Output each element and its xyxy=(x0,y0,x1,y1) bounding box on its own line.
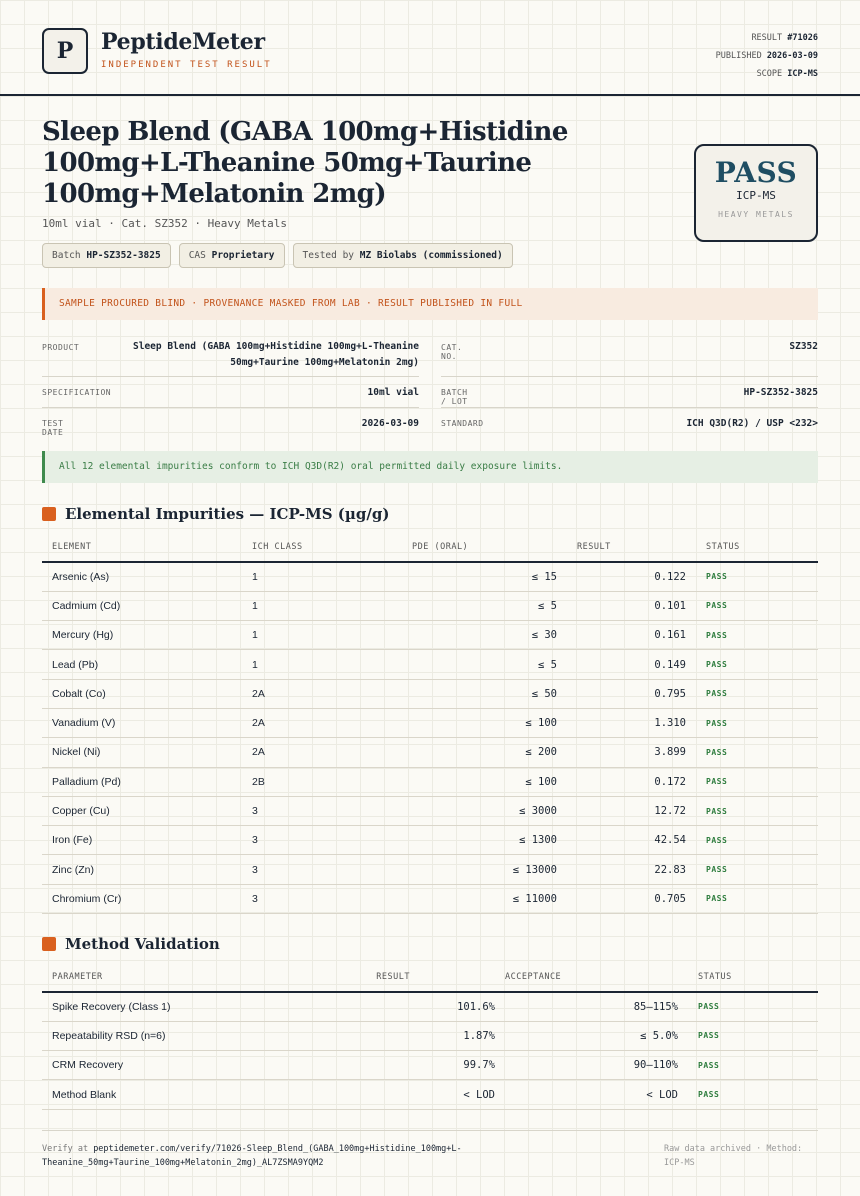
conformance-note: All 12 elemental impurities conform to ICH Q3D(R2) oral permitted daily exposure limits. xyxy=(42,451,818,483)
cat-no-value: SZ352 xyxy=(789,341,818,352)
archive-note: Raw data archived · Method: ICP-MS xyxy=(664,1144,803,1168)
col-ich-class: ICH CLASS xyxy=(242,533,402,562)
divider xyxy=(441,407,818,408)
result-number: #71026 xyxy=(787,33,818,43)
divider xyxy=(441,376,818,377)
status-badge: PASS xyxy=(696,884,818,913)
validation-section-title xyxy=(42,935,220,953)
cat-no-label: CAT. NO. xyxy=(441,343,463,361)
col-element: ELEMENT xyxy=(42,533,242,562)
standard-label: STANDARD xyxy=(441,419,484,428)
col-val-result: RESULT xyxy=(342,963,495,992)
status-badge: PASS xyxy=(688,1080,818,1109)
status-badge: PASS xyxy=(696,796,818,825)
report-header xyxy=(0,0,860,96)
scope-value: ICP-MS xyxy=(787,69,818,79)
impurities-title: Elemental Impurities — ICP-MS (µg/g) xyxy=(65,505,390,523)
table-row xyxy=(42,826,818,855)
tag-tested-by xyxy=(293,243,513,268)
tag-value: Proprietary xyxy=(211,250,275,261)
status-badge: PASS xyxy=(696,591,818,620)
col-result: RESULT xyxy=(567,533,696,562)
col-status: STATUS xyxy=(696,533,818,562)
table-row xyxy=(42,884,818,913)
blind-notice: SAMPLE PROCURED BLIND · PROVENANCE MASKED FROM LAB · RESULT PUBLISHED IN FULL xyxy=(42,288,818,320)
batch-value: HP-SZ352-3825 xyxy=(743,387,818,398)
result-value: 0.101 xyxy=(567,591,696,620)
impurities-table xyxy=(42,533,818,914)
stamp-scope: HEAVY METALS xyxy=(718,210,794,219)
report-meta xyxy=(716,29,818,83)
ich-class: 2B xyxy=(242,767,402,796)
pde-limit: ≤ 3000 xyxy=(402,796,567,825)
result-label: RESULT xyxy=(751,33,783,43)
element-name: Cobalt (Co) xyxy=(42,679,242,708)
table-row xyxy=(42,992,818,1021)
status-badge: PASS xyxy=(696,738,818,767)
stamp-verdict: PASS xyxy=(714,156,798,189)
section-marker-icon xyxy=(42,937,56,951)
tag-label: Batch xyxy=(52,250,81,261)
ich-class: 2A xyxy=(242,738,402,767)
table-header-row xyxy=(42,533,818,562)
status-badge: PASS xyxy=(696,679,818,708)
result-value: 12.72 xyxy=(567,796,696,825)
result-value: 3.899 xyxy=(567,738,696,767)
ich-class: 1 xyxy=(242,621,402,650)
ich-class: 3 xyxy=(242,884,402,913)
acceptance-criteria: < LOD xyxy=(495,1080,688,1109)
parameter-name: Repeatability RSD (n=6) xyxy=(42,1021,342,1050)
status-badge: PASS xyxy=(696,826,818,855)
logo-icon: P xyxy=(42,28,88,74)
element-name: Copper (Cu) xyxy=(42,796,242,825)
stamp-method: ICP-MS xyxy=(736,189,776,202)
status-badge: PASS xyxy=(696,562,818,591)
table-row xyxy=(42,767,818,796)
table-row xyxy=(42,738,818,767)
table-row xyxy=(42,796,818,825)
pde-limit: ≤ 5 xyxy=(402,591,567,620)
result-value: 22.83 xyxy=(567,855,696,884)
result-value: 42.54 xyxy=(567,826,696,855)
ich-class: 3 xyxy=(242,826,402,855)
pde-limit: ≤ 100 xyxy=(402,708,567,737)
tag-label: CAS xyxy=(188,250,206,261)
element-name: Iron (Fe) xyxy=(42,826,242,855)
impurities-body xyxy=(42,562,818,914)
pde-limit: ≤ 11000 xyxy=(402,884,567,913)
table-row xyxy=(42,621,818,650)
test-date-label: TEST DATE xyxy=(42,419,64,437)
status-badge: PASS xyxy=(688,992,818,1021)
result-value: 1.310 xyxy=(567,708,696,737)
table-header-row xyxy=(42,963,818,992)
table-row xyxy=(42,1080,818,1109)
status-badge: PASS xyxy=(688,1051,818,1080)
element-name: Cadmium (Cd) xyxy=(42,591,242,620)
parameter-name: Spike Recovery (Class 1) xyxy=(42,992,342,1021)
status-badge: PASS xyxy=(696,767,818,796)
pde-limit: ≤ 1300 xyxy=(402,826,567,855)
status-badge: PASS xyxy=(696,708,818,737)
parameter-name: CRM Recovery xyxy=(42,1051,342,1080)
status-badge: PASS xyxy=(688,1021,818,1050)
element-name: Nickel (Ni) xyxy=(42,738,242,767)
product-value: Sleep Blend (GABA 100mg+Histidine 100mg+L-Theanine 50mg+Taurine 100mg+Melatonin 2mg) xyxy=(133,341,419,368)
tag-value: MZ Biolabs (commissioned) xyxy=(359,250,503,261)
status-badge: PASS xyxy=(696,621,818,650)
validation-table xyxy=(42,963,818,1110)
pde-limit: ≤ 200 xyxy=(402,738,567,767)
element-name: Zinc (Zn) xyxy=(42,855,242,884)
footer-divider xyxy=(42,1130,818,1131)
element-name: Mercury (Hg) xyxy=(42,621,242,650)
table-row xyxy=(42,855,818,884)
col-acceptance: ACCEPTANCE xyxy=(495,963,688,992)
result-value: 0.122 xyxy=(567,562,696,591)
table-row xyxy=(42,1021,818,1050)
tag-cas xyxy=(179,243,285,268)
validation-body xyxy=(42,992,818,1109)
product-label: PRODUCT xyxy=(42,343,80,352)
pde-limit: ≤ 30 xyxy=(402,621,567,650)
ich-class: 3 xyxy=(242,796,402,825)
pass-stamp xyxy=(694,144,818,242)
result-value: 0.149 xyxy=(567,650,696,679)
table-row xyxy=(42,708,818,737)
status-badge: PASS xyxy=(696,855,818,884)
tag-value: HP-SZ352-3825 xyxy=(86,250,161,261)
spec-label: SPECIFICATION xyxy=(42,388,112,397)
pde-limit: ≤ 50 xyxy=(402,679,567,708)
acceptance-criteria: ≤ 5.0% xyxy=(495,1021,688,1050)
spec-value: 10ml vial xyxy=(367,387,419,398)
acceptance-criteria: 90–110% xyxy=(495,1051,688,1080)
element-name: Chromium (Cr) xyxy=(42,884,242,913)
brand-subtitle: INDEPENDENT TEST RESULT xyxy=(101,60,272,70)
validation-result: 101.6% xyxy=(342,992,495,1021)
ich-class: 1 xyxy=(242,591,402,620)
pde-limit: ≤ 15 xyxy=(402,562,567,591)
table-row xyxy=(42,591,818,620)
acceptance-criteria: 85–115% xyxy=(495,992,688,1021)
table-row xyxy=(42,562,818,591)
section-marker-icon xyxy=(42,507,56,521)
verify-note xyxy=(42,1142,482,1170)
product-tags xyxy=(42,243,513,268)
validation-result: < LOD xyxy=(342,1080,495,1109)
tag-batch xyxy=(42,243,171,268)
validation-result: 99.7% xyxy=(342,1051,495,1080)
element-name: Vanadium (V) xyxy=(42,708,242,737)
status-badge: PASS xyxy=(696,650,818,679)
col-val-status: STATUS xyxy=(688,963,818,992)
divider xyxy=(42,407,419,408)
result-value: 0.161 xyxy=(567,621,696,650)
ich-class: 3 xyxy=(242,855,402,884)
table-row xyxy=(42,679,818,708)
divider xyxy=(42,376,419,377)
ich-class: 1 xyxy=(242,562,402,591)
ich-class: 2A xyxy=(242,679,402,708)
brand-name: PeptideMeter xyxy=(101,29,265,55)
validation-title: Method Validation xyxy=(65,935,220,953)
ich-class: 1 xyxy=(242,650,402,679)
col-parameter: PARAMETER xyxy=(42,963,342,992)
pde-limit: ≤ 13000 xyxy=(402,855,567,884)
result-value: 0.705 xyxy=(567,884,696,913)
result-value: 0.795 xyxy=(567,679,696,708)
verify-prefix: Verify at xyxy=(42,1144,89,1154)
pde-limit: ≤ 100 xyxy=(402,767,567,796)
published-date: 2026-03-09 xyxy=(766,51,818,61)
published-label: PUBLISHED xyxy=(715,51,762,61)
batch-label: BATCH / LOT xyxy=(441,388,468,406)
tag-label: Tested by xyxy=(302,250,355,261)
parameter-name: Method Blank xyxy=(42,1080,342,1109)
pde-limit: ≤ 5 xyxy=(402,650,567,679)
test-date-value: 2026-03-09 xyxy=(361,418,419,429)
element-name: Lead (Pb) xyxy=(42,650,242,679)
ich-class: 2A xyxy=(242,708,402,737)
element-name: Arsenic (As) xyxy=(42,562,242,591)
verify-link[interactable]: peptidemeter.com/verify/71026-Sleep_Blend_(GABA_100mg+Histidine_100mg+L-Theanine_50mg+Taurine_100mg+Melatonin_2mg)_AL7ZSMA9YQM2 xyxy=(42,1144,462,1168)
result-value: 0.172 xyxy=(567,767,696,796)
element-name: Palladium (Pd) xyxy=(42,767,242,796)
product-subtitle: 10ml vial · Cat. SZ352 · Heavy Metals xyxy=(42,217,288,230)
table-row xyxy=(42,650,818,679)
standard-value: ICH Q3D(R2) / USP <232> xyxy=(686,418,818,429)
page-title: Sleep Blend (GABA 100mg+Histidine 100mg+L-Theanine 50mg+Taurine 100mg+Melatonin 2mg) xyxy=(42,117,568,209)
table-row xyxy=(42,1051,818,1080)
col-pde: PDE (ORAL) xyxy=(402,533,567,562)
validation-result: 1.87% xyxy=(342,1021,495,1050)
scope-label: SCOPE xyxy=(756,69,783,79)
impurities-section-title xyxy=(42,505,389,523)
